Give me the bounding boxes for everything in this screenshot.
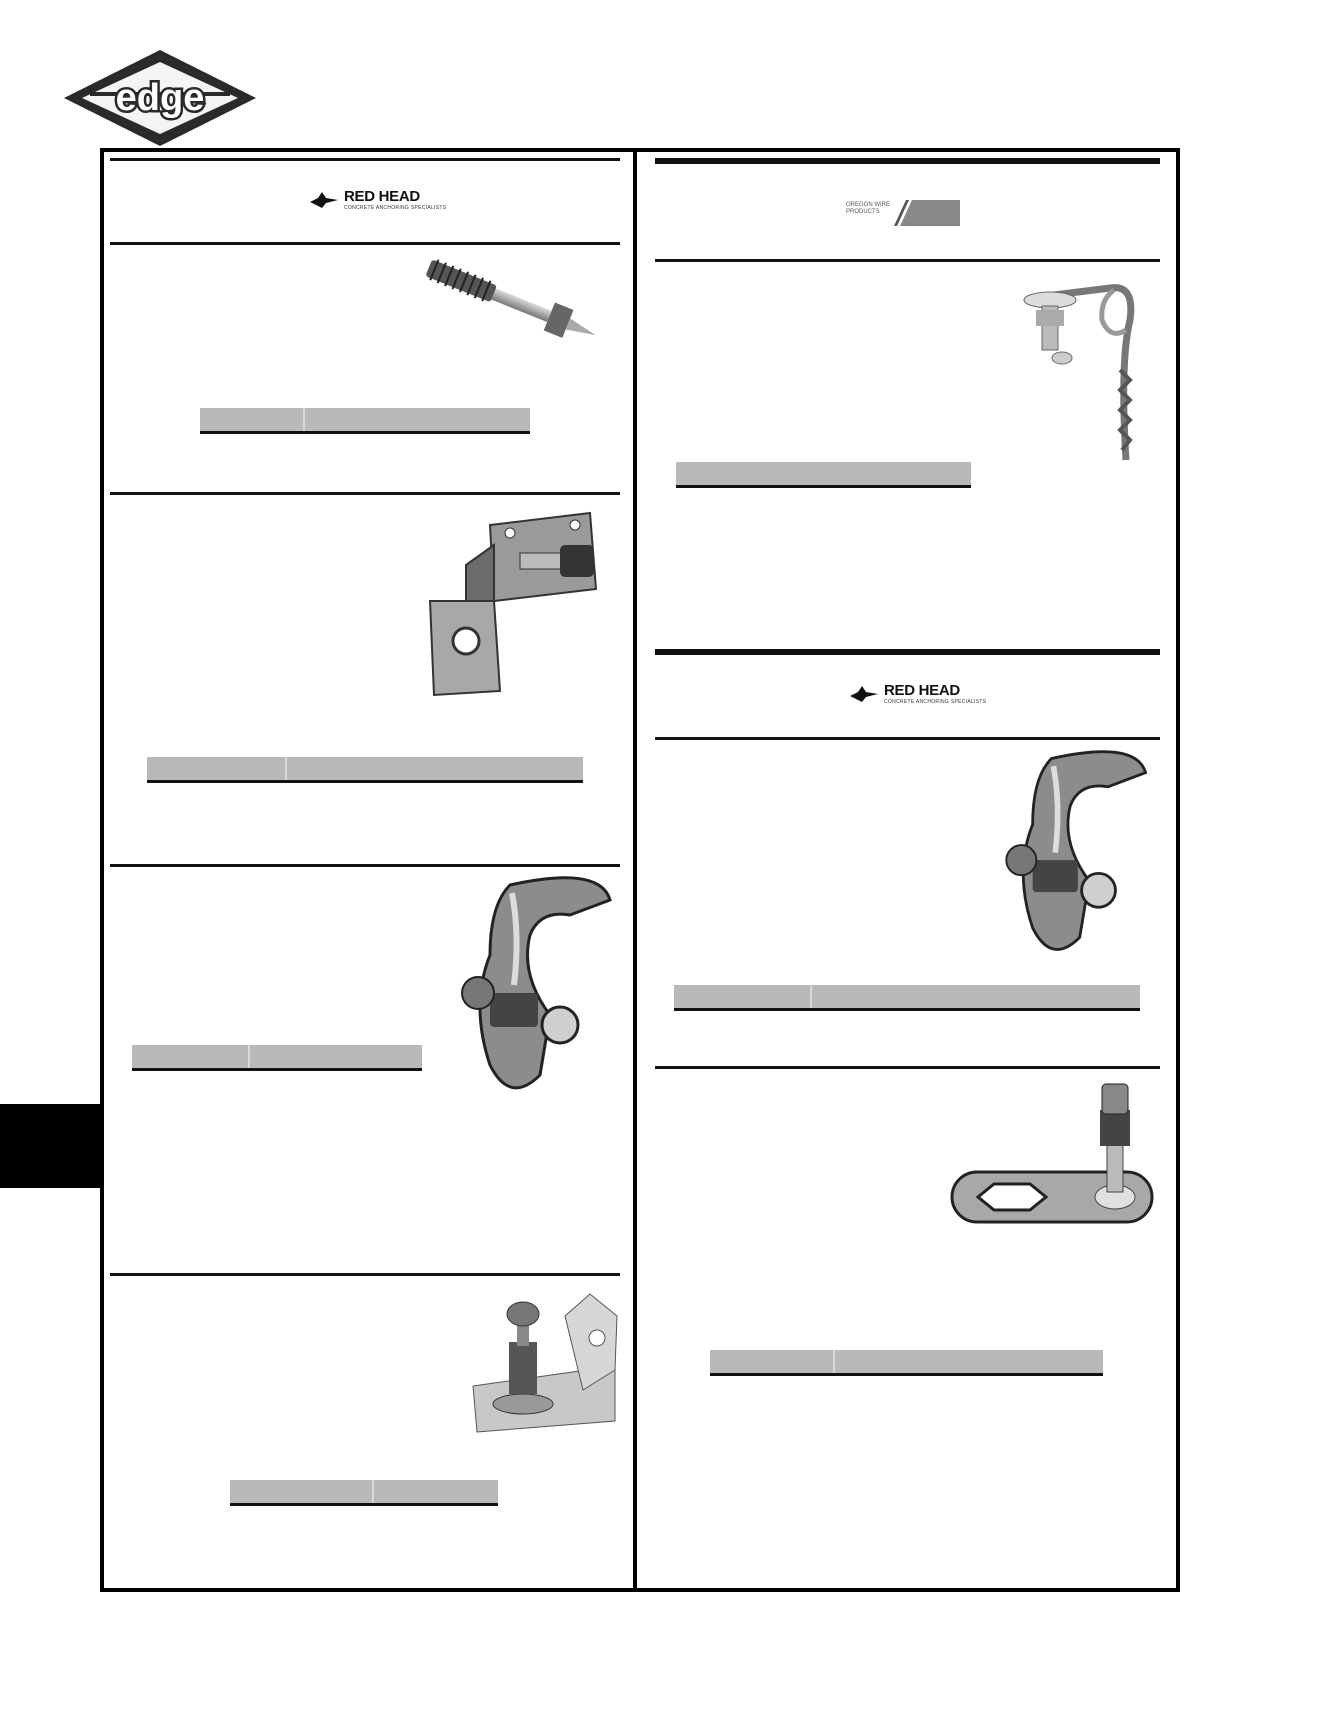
edge-logo-text: edge [115,77,205,119]
flat-strap-pin-icon [950,1080,1160,1230]
table-header [674,985,1140,1011]
right-rule-2 [655,649,1160,655]
table-header [200,408,530,434]
z-bracket-pin-icon [420,505,620,700]
threaded-rod-pin-icon [410,262,610,352]
red-head-tagline: CONCRETE ANCHORING SPECIALISTS [344,205,447,211]
angle-clip-pin-icon [465,1286,620,1436]
left-rule-4 [110,1273,620,1276]
oregon-wire-logo-icon [846,200,960,226]
table-header [230,1480,498,1506]
right-rule-1 [655,259,1160,262]
red-head-name: RED HEAD [344,188,420,205]
table-header [710,1350,1103,1376]
red-head-logo-icon [308,188,446,211]
table-header [676,462,971,488]
wire-tie-pin-icon [1010,270,1150,460]
red-head-name: RED HEAD [884,682,960,699]
red-head-tagline: CONCRETE ANCHORING SPECIALISTS [884,699,987,705]
left-rule-top [110,158,620,161]
table-header [147,757,583,783]
section-tab [0,1104,100,1188]
oregon-line-2: PRODUCTS [846,209,880,215]
oregon-line-1: OREGON WIRE [846,202,891,208]
left-rule-2 [110,492,620,495]
pipe-strap-pin-icon [450,875,620,1100]
column-divider [633,148,637,1592]
left-rule-3 [110,864,620,867]
red-head-bird-icon [848,684,880,704]
red-head-logo-icon [848,682,986,705]
right-rule-3 [655,737,1160,740]
right-rule-4 [655,1066,1160,1069]
right-rule-top [655,158,1160,164]
left-rule-1 [110,242,620,245]
edge-logo-icon [60,48,260,148]
pipe-strap-pin-icon [995,745,1155,965]
red-head-bird-icon [308,190,340,210]
table-header [132,1045,422,1071]
